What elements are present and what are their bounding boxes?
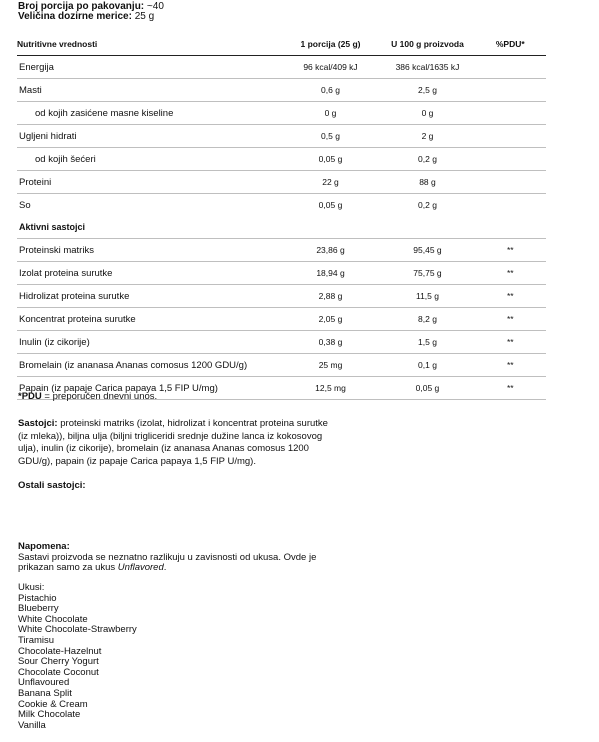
column-header-pdu: %PDU*: [475, 33, 546, 56]
nutrient-name-cell: Bromelain (iz ananasa Ananas comosus 1200 GDU/g): [17, 354, 281, 377]
per-serving-cell: 22 g: [281, 171, 381, 194]
pdu-note-key: *PDU: [18, 391, 42, 402]
pdu-cell: [475, 125, 546, 148]
product-header: [18, 2, 164, 22]
pdu-cell: [475, 102, 546, 125]
pdu-cell: **: [475, 377, 546, 400]
per-100g-cell: 88 g: [380, 171, 474, 194]
flavor-item: Cookie & Cream: [18, 698, 88, 710]
per-serving-cell: 0 g: [281, 102, 381, 125]
per-100g-cell: 0,2 g: [380, 148, 474, 171]
pdu-cell: [475, 79, 546, 102]
nutrient-name-cell: Izolat proteina surutke: [17, 262, 281, 285]
flavor-item: Pistachio: [18, 592, 57, 604]
per-100g-cell: 2,5 g: [380, 79, 474, 102]
nutrition-table: [17, 33, 546, 400]
flavor-item: Chocolate Coconut: [18, 666, 99, 678]
table-row: [17, 148, 546, 171]
pdu-cell: [475, 56, 546, 79]
pdu-cell: **: [475, 308, 546, 331]
flavor-item: Vanilla: [18, 719, 46, 731]
flavor-item: Blueberry: [18, 603, 59, 615]
serving-size-label: Veličina dozirne merice:: [18, 11, 132, 22]
nutrient-name-cell: Proteinski matriks: [17, 239, 281, 262]
table-row: [17, 308, 546, 331]
table-row: [17, 171, 546, 194]
table-row: [17, 331, 546, 354]
table-row: [17, 102, 546, 125]
per-100g-cell: 0,2 g: [418, 200, 437, 210]
table-row: [17, 194, 546, 217]
ingredients-paragraph: [18, 418, 328, 468]
nutrient-name-cell: Inulin (iz cikorije): [17, 331, 281, 354]
per-100g-cell: 95,45 g: [380, 239, 474, 262]
servings-value: ~40: [146, 1, 164, 12]
per-100g-cell: 0 g: [380, 102, 474, 125]
flavor-item: White Chocolate: [18, 613, 88, 625]
per-serving-cell: 2,88 g: [281, 285, 381, 308]
per-100g-cell: 0,05 g: [380, 377, 474, 400]
per-serving-cell: [281, 216, 381, 239]
nutrient-name-cell: So: [19, 199, 31, 211]
flavor-item: Unflavoured: [18, 677, 70, 689]
flavor-item: Chocolate-Hazelnut: [18, 645, 102, 657]
nutrient-name-cell: Koncentrat proteina surutke: [17, 308, 281, 331]
nutrition-table-body: [17, 56, 546, 400]
nutrient-name-cell: od kojih zasićene masne kiseline: [17, 102, 281, 125]
per-100g-cell: 75,75 g: [380, 262, 474, 285]
per-serving-cell: 96 kcal/409 kJ: [281, 56, 381, 79]
per-100g-cell: 386 kcal/1635 kJ: [380, 56, 474, 79]
flavor-item: Banana Split: [18, 687, 72, 699]
note-text-end: .: [163, 562, 167, 573]
table-section-row: [17, 216, 546, 239]
pdu-note-text: = preporučen dnevni unos.: [41, 391, 158, 402]
per-100g-cell: 8,2 g: [380, 308, 474, 331]
nutrient-name-cell: Proteini: [17, 171, 281, 194]
per-100g-cell: 1,5 g: [380, 331, 474, 354]
note-block: [18, 542, 328, 574]
per-serving-cell: 18,94 g: [281, 262, 381, 285]
nutrient-name-cell: Energija: [17, 56, 281, 79]
flavors-label: Ukusi:: [18, 582, 45, 593]
per-100g-cell: 0,1 g: [380, 354, 474, 377]
nutrient-name-cell: Aktivni sastojci: [17, 216, 281, 239]
nutrient-name-cell: Masti: [17, 79, 281, 102]
serving-size-value: 25 g: [134, 11, 155, 22]
pdu-cell: [475, 171, 546, 194]
table-row: [17, 239, 546, 262]
flavors-list: [18, 583, 137, 731]
ingredients-text: proteinski matriks (izolat, hidrolizat i koncentrat proteina surutke (iz mleka)), biljna ulja (biljni trigliceridi srednje dužine lanca iz kokosovog ulja), inulin (iz cikorije), bromelain (iz ananasa Ananas comosus 1200 GDU/g), papain (iz papaje Carica papaya 1,5 FIP U/mg).: [18, 418, 328, 467]
flavor-item: Sour Cherry Yogurt: [18, 656, 99, 668]
pdu-cell: **: [475, 262, 546, 285]
nutrient-name-cell: Hidrolizat proteina surutke: [17, 285, 281, 308]
per-serving-cell: 12,5 mg: [281, 377, 381, 400]
note-text-part: Sastavi proizvoda se neznatno razlikuju u zavisnosti od ukusa. Ovde je prikazan samo za ukus: [18, 551, 317, 573]
pdu-cell: **: [475, 285, 546, 308]
table-row: [17, 56, 546, 79]
table-row: [17, 285, 546, 308]
per-serving-cell: 0,05 g: [318, 200, 343, 210]
table-row: [17, 354, 546, 377]
per-serving-cell: 0,5 g: [281, 125, 381, 148]
pdu-note: [18, 391, 157, 402]
per-100g-cell: [380, 216, 474, 239]
nutrient-name-cell: od kojih šećeri: [17, 148, 281, 171]
per-serving-cell: 25 mg: [281, 354, 381, 377]
pdu-cell: [475, 194, 546, 217]
pdu-cell: **: [475, 239, 546, 262]
note-label-text: Napomena:: [18, 541, 70, 552]
per-100g-cell: 2 g: [380, 125, 474, 148]
flavor-item: White Chocolate-Strawberry: [18, 624, 137, 636]
per-100g-cell: 11,5 g: [380, 285, 474, 308]
per-serving-cell: 0,6 g: [281, 79, 381, 102]
pdu-cell: **: [475, 331, 546, 354]
flavor-item: Tiramisu: [18, 634, 55, 646]
per-serving-cell: 0,38 g: [281, 331, 381, 354]
ingredients-label: Sastojci:: [18, 418, 58, 429]
table-row: [17, 262, 546, 285]
per-serving-cell: 23,86 g: [281, 239, 381, 262]
other-ingredients-label: Ostali sastojci:: [18, 480, 86, 491]
note-text-italic: Unflavored: [117, 562, 164, 573]
flavor-item: Milk Chocolate: [18, 709, 81, 721]
table-row: [17, 125, 546, 148]
per-serving-cell: 2,05 g: [281, 308, 381, 331]
pdu-cell: [475, 216, 546, 239]
nutrient-name-cell: Ugljeni hidrati: [17, 125, 281, 148]
note-text: [18, 553, 328, 574]
column-header-per-100g: U 100 g proizvoda: [380, 33, 474, 56]
column-header-per-serving: 1 porcija (25 g): [281, 33, 381, 56]
per-serving-cell: 0,05 g: [281, 148, 381, 171]
table-header-row: [17, 33, 546, 56]
pdu-cell: [475, 148, 546, 171]
table-row: [17, 79, 546, 102]
servings-label: Broj porcija po pakovanju:: [18, 1, 145, 12]
nutrient-name-cell: Papain (iz papaje Carica papaya 1,5 FIP U/mg): [17, 377, 281, 400]
pdu-cell: **: [475, 354, 546, 377]
serving-size-line: [18, 12, 164, 22]
column-header-nutrients: Nutritivne vrednosti: [17, 33, 281, 56]
